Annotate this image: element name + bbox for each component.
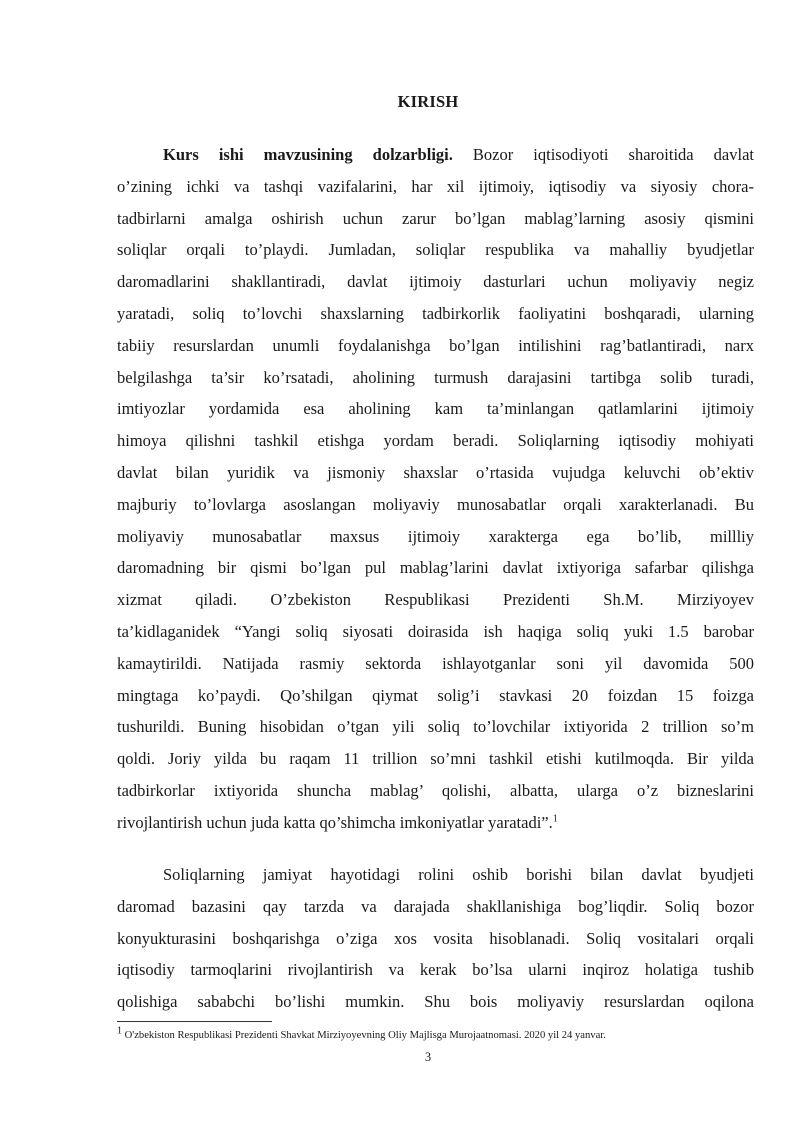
paragraph-line: yaratadi, soliq to’lovchi shaxslarning tadbirkorlik faoliyatini boshqaradi, ularning: [117, 303, 754, 323]
paragraph-line: himoya qilishni tashkil etishga yordam beradi. Soliqlarning iqtisodiy mohiyati: [117, 431, 754, 451]
paragraph-line: majburiy to’lovlarga asoslangan moliyaviy munosabatlar orqali xarakterlanadi. Bu: [117, 494, 754, 514]
paragraph-first-line: [117, 139, 754, 171]
footnote-text: O'zbekiston Respublikasi Prezidenti Shavkat Mirziyoyevning Oliy Majlisga Murojaatnomasi. 2020 yil 24 yanvar.: [124, 1030, 606, 1041]
paragraph-last-line: [117, 807, 754, 839]
footnote-mark: 1: [117, 1025, 122, 1037]
page-number: 3: [424, 1050, 432, 1064]
paragraph-line: daromadning bir qismi bo’lgan pul mablag’larini davlat ixtiyoriga safarbar qilishga: [117, 558, 754, 578]
paragraph-line: moliyaviy munosabatlar maxsus ijtimoiy xarakterga ega bo’lib, millliy: [117, 526, 754, 546]
paragraph-line: Soliqlarning jamiyat hayotidagi rolini oshib borishi bilan davlat byudjeti: [163, 865, 754, 884]
paragraph-line: daromad bazasini qay tarzda va darajada shakllanishiga bog’liqdir. Soliq bozor: [117, 896, 754, 916]
paragraph-line: ta’kidlaganidek “Yangi soliq siyosati doirasida ish haqiga soliq yuki 1.5 barobar: [117, 621, 754, 641]
paragraph-line: davlat bilan yuridik va jismoniy shaxslar o’rtasida vujudga keluvchi ob’ektiv: [117, 462, 754, 482]
paragraph-line: xizmat qiladi. O’zbekiston Respublikasi Prezidenti Sh.M. Mirziyoyev: [117, 590, 754, 610]
paragraph-line: qoldi. Joriy yilda bu raqam 11 trillion so’mni tashkil etishi kutilmoqda. Bir yilda: [117, 749, 754, 769]
paragraph-line: tabiiy resurslardan unumli foydalanishga bo’lgan intilishini rag’batlantiradi, narx: [117, 335, 754, 355]
paragraph-last-line-text: rivojlantirish uchun juda katta qo’shimcha imkoniyatlar yaratadi”.: [117, 812, 553, 832]
paragraph-line: qolishiga sababchi bo’lishi mumkin. Shu bois moliyaviy resurslardan oqilona: [117, 992, 754, 1012]
footnote: [117, 1025, 606, 1043]
paragraph-line: tadbirkorlar ixtiyorida shuncha mablag’ qolishi, albatta, ularga o’z bizneslarini: [117, 780, 754, 800]
paragraph-line: kamaytirildi. Natijada rasmiy sektorda ishlayotganlar soni yil davomida 500: [117, 653, 754, 673]
lead-phrase: Kurs ishi mavzusining dolzarbligi.: [163, 145, 453, 164]
paragraph-line: daromadlarini shakllantiradi, davlat ijtimoiy dasturlari uchun moliyaviy negiz: [117, 272, 754, 292]
paragraph-line: konyukturasini boshqarishga o’ziga xos vosita hisoblanadi. Soliq vositalari orqali: [117, 928, 754, 948]
paragraph-line: imtiyozlar yordamida esa aholining kam ta’minlangan qatlamlarini ijtimoiy: [117, 399, 754, 419]
paragraph-line: tushurildi. Buning hisobidan o’tgan yili soliq to’lovchilar ixtiyorida 2 trillion so’m: [117, 717, 754, 737]
paragraph-line: mingtaga ko’paydi. Qo’shilgan qiymat solig’i stavkasi 20 foizdan 15 foizga: [117, 685, 754, 705]
paragraph-line: belgilashga ta’sir ko’rsatadi, aholining turmush darajasini tartibga solib turadi,: [117, 367, 754, 387]
paragraph-line: tadbirlarni amalga oshirish uchun zarur bo’lgan mablag’larning asosiy qismini: [117, 208, 754, 228]
paragraph-line: o’zining ichki va tashqi vazifalarini, har xil ijtimoiy, iqtisodiy va siyosiy chora-: [117, 176, 754, 196]
paragraph-2: [117, 859, 754, 1018]
paragraph-line: iqtisodiy tarmoqlarini rivojlantirish va kerak bo’lsa ularni inqiroz holatiga tushib: [117, 960, 754, 980]
footnote-divider: [117, 1021, 272, 1022]
paragraph-1: [117, 139, 754, 839]
paragraph-line: soliqlar orqali to’playdi. Jumladan, soliqlar respublika va mahalliy byudjetlar: [117, 240, 754, 260]
footnote-reference[interactable]: 1: [552, 813, 558, 825]
section-heading: KIRISH: [397, 92, 459, 111]
first-line-rest: Bozor iqtisodiyoti sharoitida davlat: [472, 145, 754, 164]
